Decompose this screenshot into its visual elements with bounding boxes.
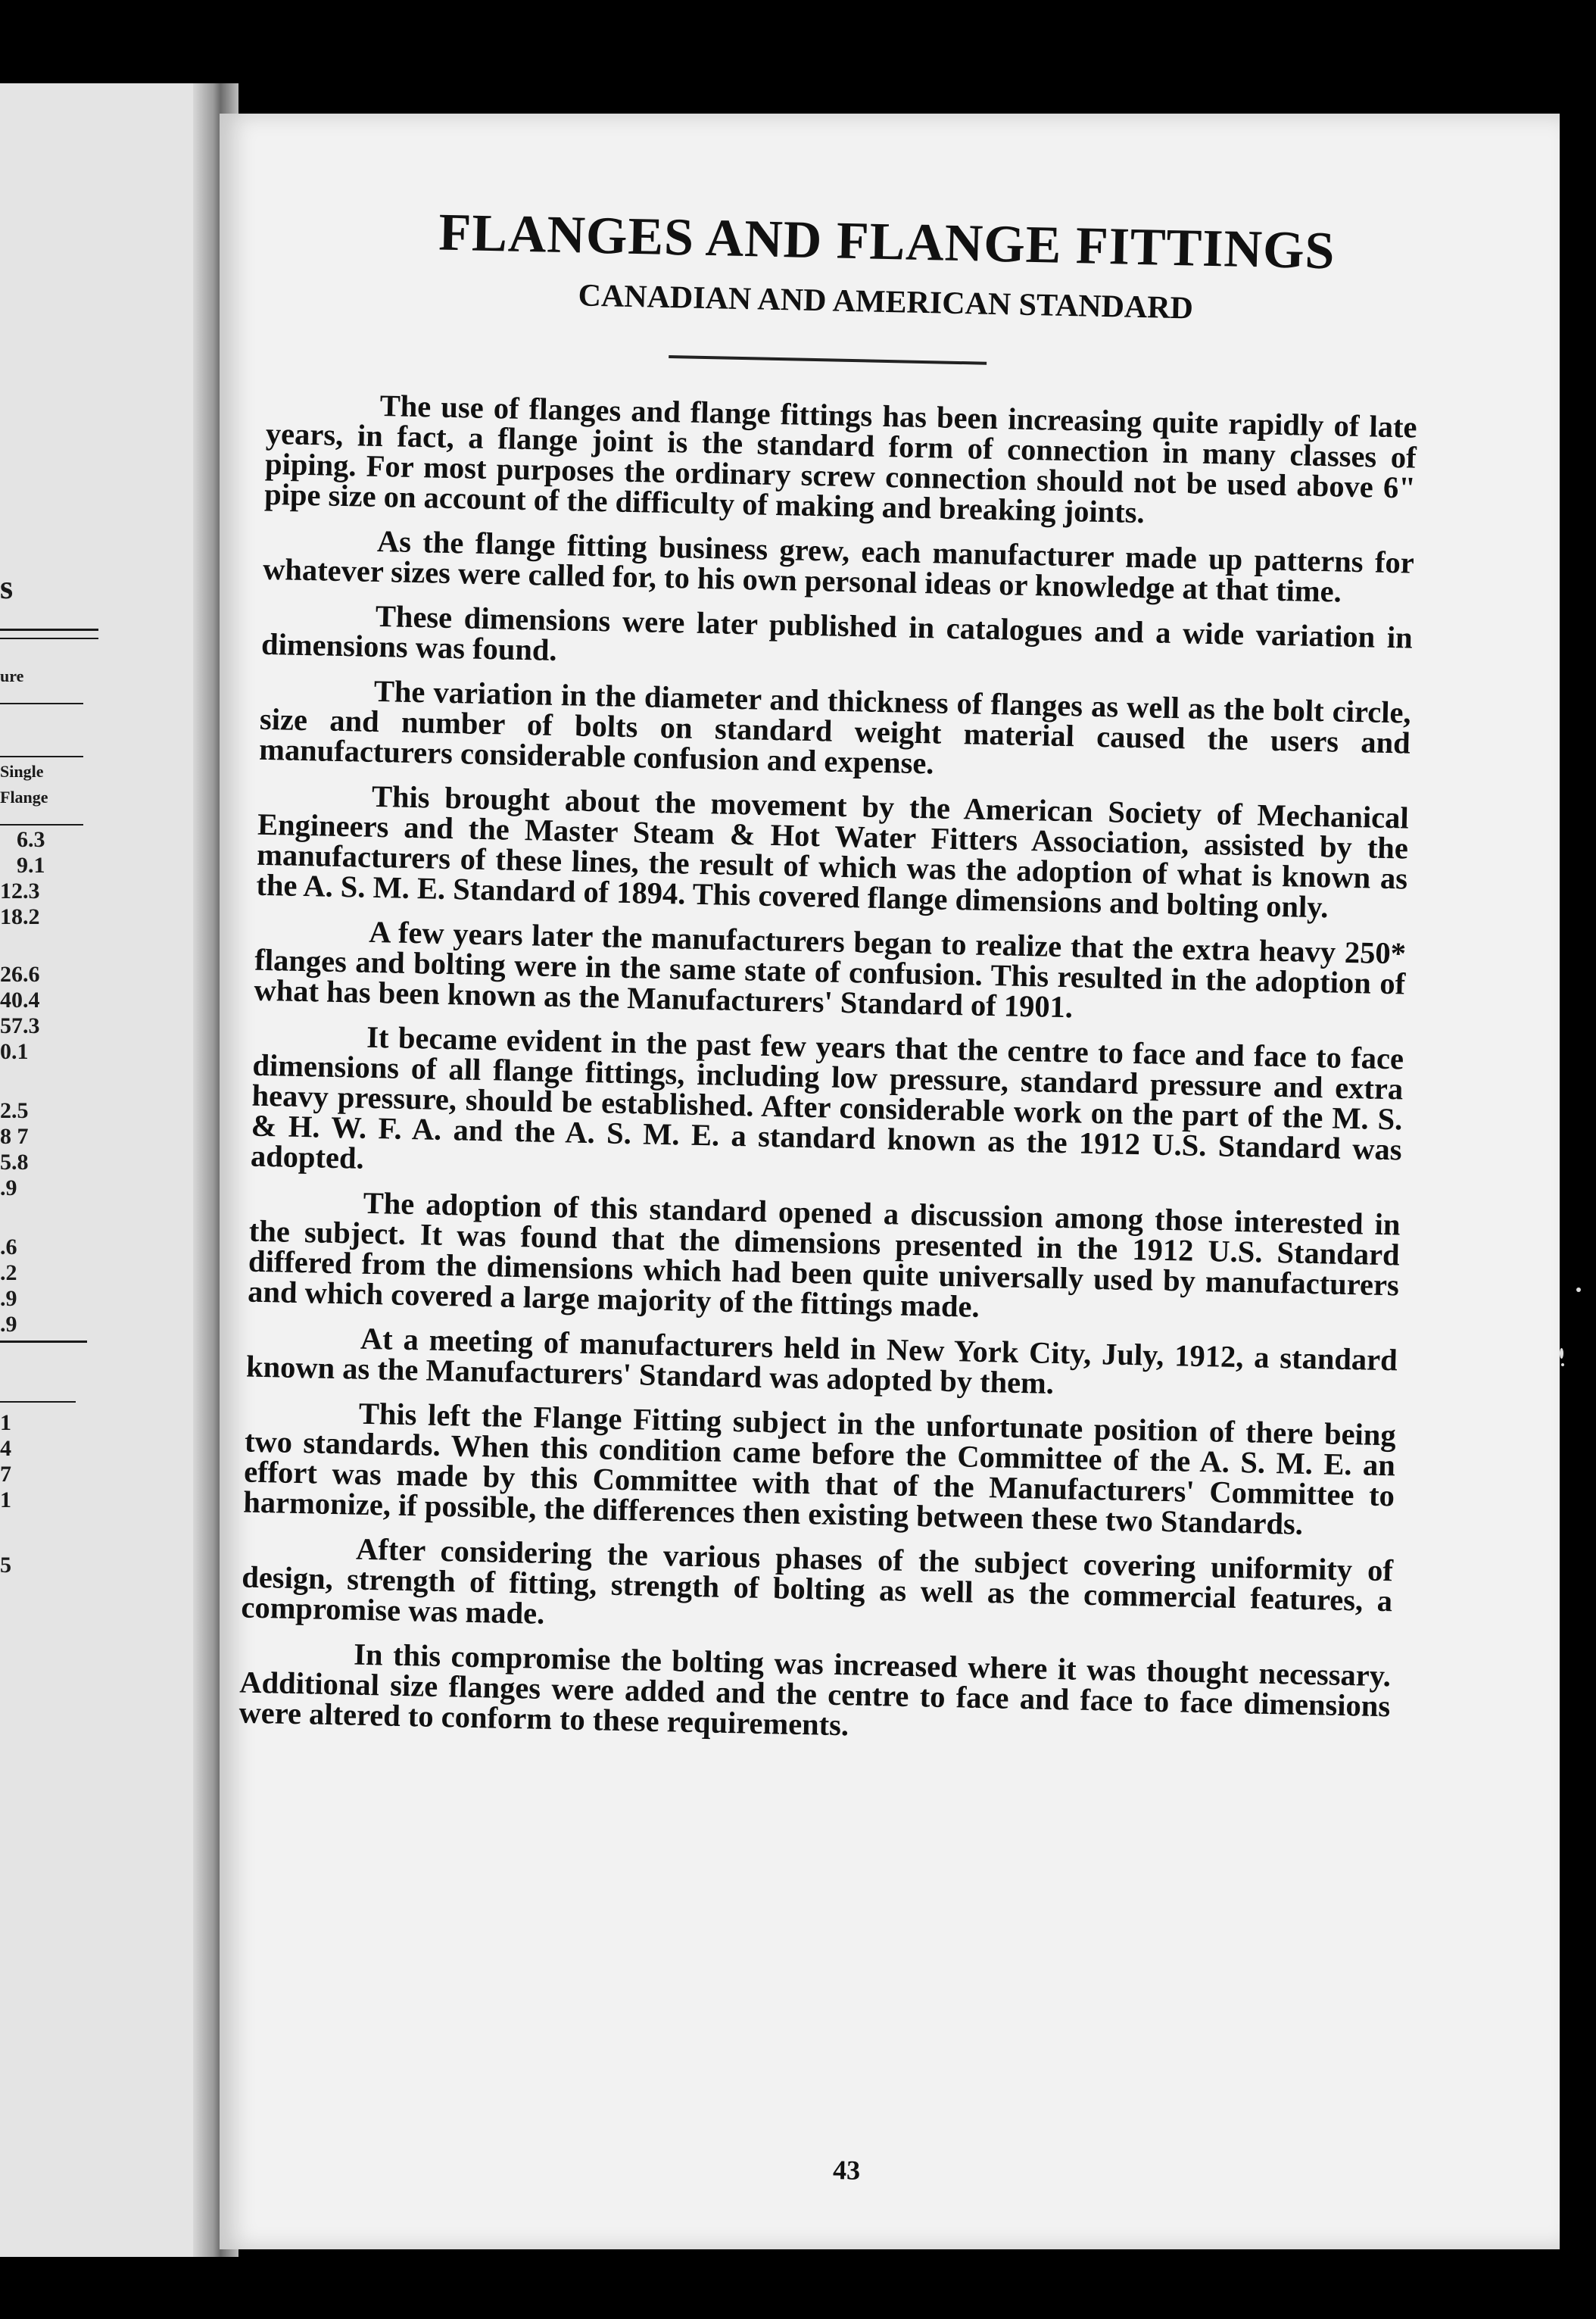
left-page-rule bbox=[0, 824, 83, 826]
left-page-fragment: 4 bbox=[0, 1436, 11, 1461]
left-page-fragment: 57.3 bbox=[0, 1013, 40, 1038]
page-number: 43 bbox=[832, 2155, 861, 2186]
left-page-fragment: .6 bbox=[0, 1234, 17, 1259]
left-page-rule bbox=[0, 638, 98, 639]
paragraph: This brought about the movement by the American Society of Mechanical Engineers and the Master Steam & Hot Water Fitters Association, assisted by the manufacturers of these lines, the result of which was the adoption of what is known as the A. S. M. E. Standard of 1894. This covered flange dimensions and bolting only. bbox=[256, 779, 1410, 925]
paragraph: This left the Flange Fitting subject in the unfortunate position of there being two standards. When this condition came before the Committee of the A. S. M. E. an effort was made by this Committee with that of the Manufacturers' Committee to harmonize, if possible, the differences then existing between these two Standards. bbox=[242, 1396, 1397, 1541]
left-page-fragment: s bbox=[0, 569, 14, 606]
document-page bbox=[220, 114, 1560, 2249]
left-page-rule bbox=[0, 1401, 76, 1403]
left-page-fragment: 1 bbox=[0, 1410, 11, 1435]
left-page-fragment: 6.3 bbox=[17, 827, 45, 852]
paragraph: After considering the various phases of the subject covering uniformity of design, strength of fitting, strength of bolting as well as the commercial features, a compromise was made. bbox=[241, 1531, 1394, 1631]
left-page-fragment: .9 bbox=[0, 1175, 17, 1200]
left-page-rule bbox=[0, 629, 98, 631]
scan-speck bbox=[1576, 1287, 1581, 1292]
left-page-rule bbox=[0, 1341, 87, 1343]
left-page-fragment: Single bbox=[0, 762, 44, 781]
page-title: FLANGES AND FLANGE FITTINGS bbox=[438, 203, 1336, 281]
left-page-fragment: Flange bbox=[0, 788, 48, 807]
page-subtitle: CANADIAN AND AMERICAN STANDARD bbox=[578, 278, 1194, 326]
scan-speck bbox=[1560, 1348, 1563, 1359]
left-page-rule bbox=[0, 756, 83, 757]
left-page-fragment: 7 bbox=[0, 1462, 11, 1487]
left-page-fragment: .2 bbox=[0, 1260, 17, 1285]
left-page-fragment: .9 bbox=[0, 1312, 17, 1337]
left-page-rule bbox=[0, 703, 83, 704]
left-page-fragment: 2.5 bbox=[0, 1098, 29, 1123]
left-page-fragment: ure bbox=[0, 666, 24, 685]
left-page-fragment: 26.6 bbox=[0, 962, 40, 987]
left-page-fragment: 18.2 bbox=[0, 904, 40, 929]
paragraph: As the flange fitting business grew, each manufacturer made up patterns for whatever sizes were called for, to his own personal ideas or knowledge at that time. bbox=[262, 523, 1415, 609]
left-page-fragment: 1 bbox=[0, 1487, 11, 1512]
title-divider bbox=[669, 355, 987, 365]
left-page-fragment: 12.3 bbox=[0, 879, 40, 904]
left-page-fragment: 9.1 bbox=[17, 853, 45, 878]
body-text bbox=[238, 389, 1417, 1766]
left-facing-page bbox=[0, 83, 206, 2257]
paragraph: At a meeting of manufacturers held in New York City, July, 1912, a standard known as the Manufacturers' Standard was adopted by them. bbox=[245, 1321, 1398, 1400]
paragraph: The adoption of this standard opened a discussion among those interested in the subject. It was found that the dimensions presented in the 1912 U.S. Standard differed from the dimensions which had been quite universally used by manufacturers and which covered a large majority of the fittings made. bbox=[247, 1185, 1401, 1324]
left-page-fragment: 8 7 bbox=[0, 1124, 29, 1149]
scan-speck bbox=[1561, 1363, 1564, 1366]
left-page-fragment: 5 bbox=[0, 1553, 11, 1578]
paragraph: These dimensions were later published in catalogues and a wide variation in dimensions was found. bbox=[260, 598, 1414, 667]
paragraph: A few years later the manufacturers began to realize that the extra heavy 250* flanges and bolting were in the same state of confusion. This resulted in the adoption of what has been known as the Manufacturers' Standard of 1901. bbox=[254, 914, 1407, 1025]
left-page-fragment: 0.1 bbox=[0, 1039, 29, 1064]
left-page-fragment: 40.4 bbox=[0, 988, 40, 1013]
paragraph: The use of flanges and flange fittings has been increasing quite rapidly of late years, in fact, a flange joint is the standard form of connection in many classes of piping. For most purposes the ordinary screw connection should not be used above 6" pipe size on account of the difficulty of making and breaking joints. bbox=[263, 388, 1417, 530]
paragraph: The variation in the diameter and thickness of flanges as well as the bolt circle, size and number of bolts on standard weight material caused the users and manufacturers considerable confusion and expense. bbox=[258, 673, 1412, 781]
paragraph: It became evident in the past few years that the centre to face and face to face dimensions of all flange fittings, including low pressure, standard pressure and extra heavy pressure, should be established. After considerable work on the part of the M. S. & H. W. F. A. and the A. S. M. E. a standard known as the 1912 U.S. Standard was adopted. bbox=[250, 1019, 1404, 1175]
page-content bbox=[175, 99, 1560, 2262]
left-page-fragment: .9 bbox=[0, 1286, 17, 1311]
left-page-fragment: 5.8 bbox=[0, 1150, 29, 1175]
paragraph: In this compromise the bolting was increased where it was thought necessary. Additional size flanges were added and the centre to face and face to face dimensions were altered to conform to these requirements. bbox=[238, 1637, 1392, 1743]
